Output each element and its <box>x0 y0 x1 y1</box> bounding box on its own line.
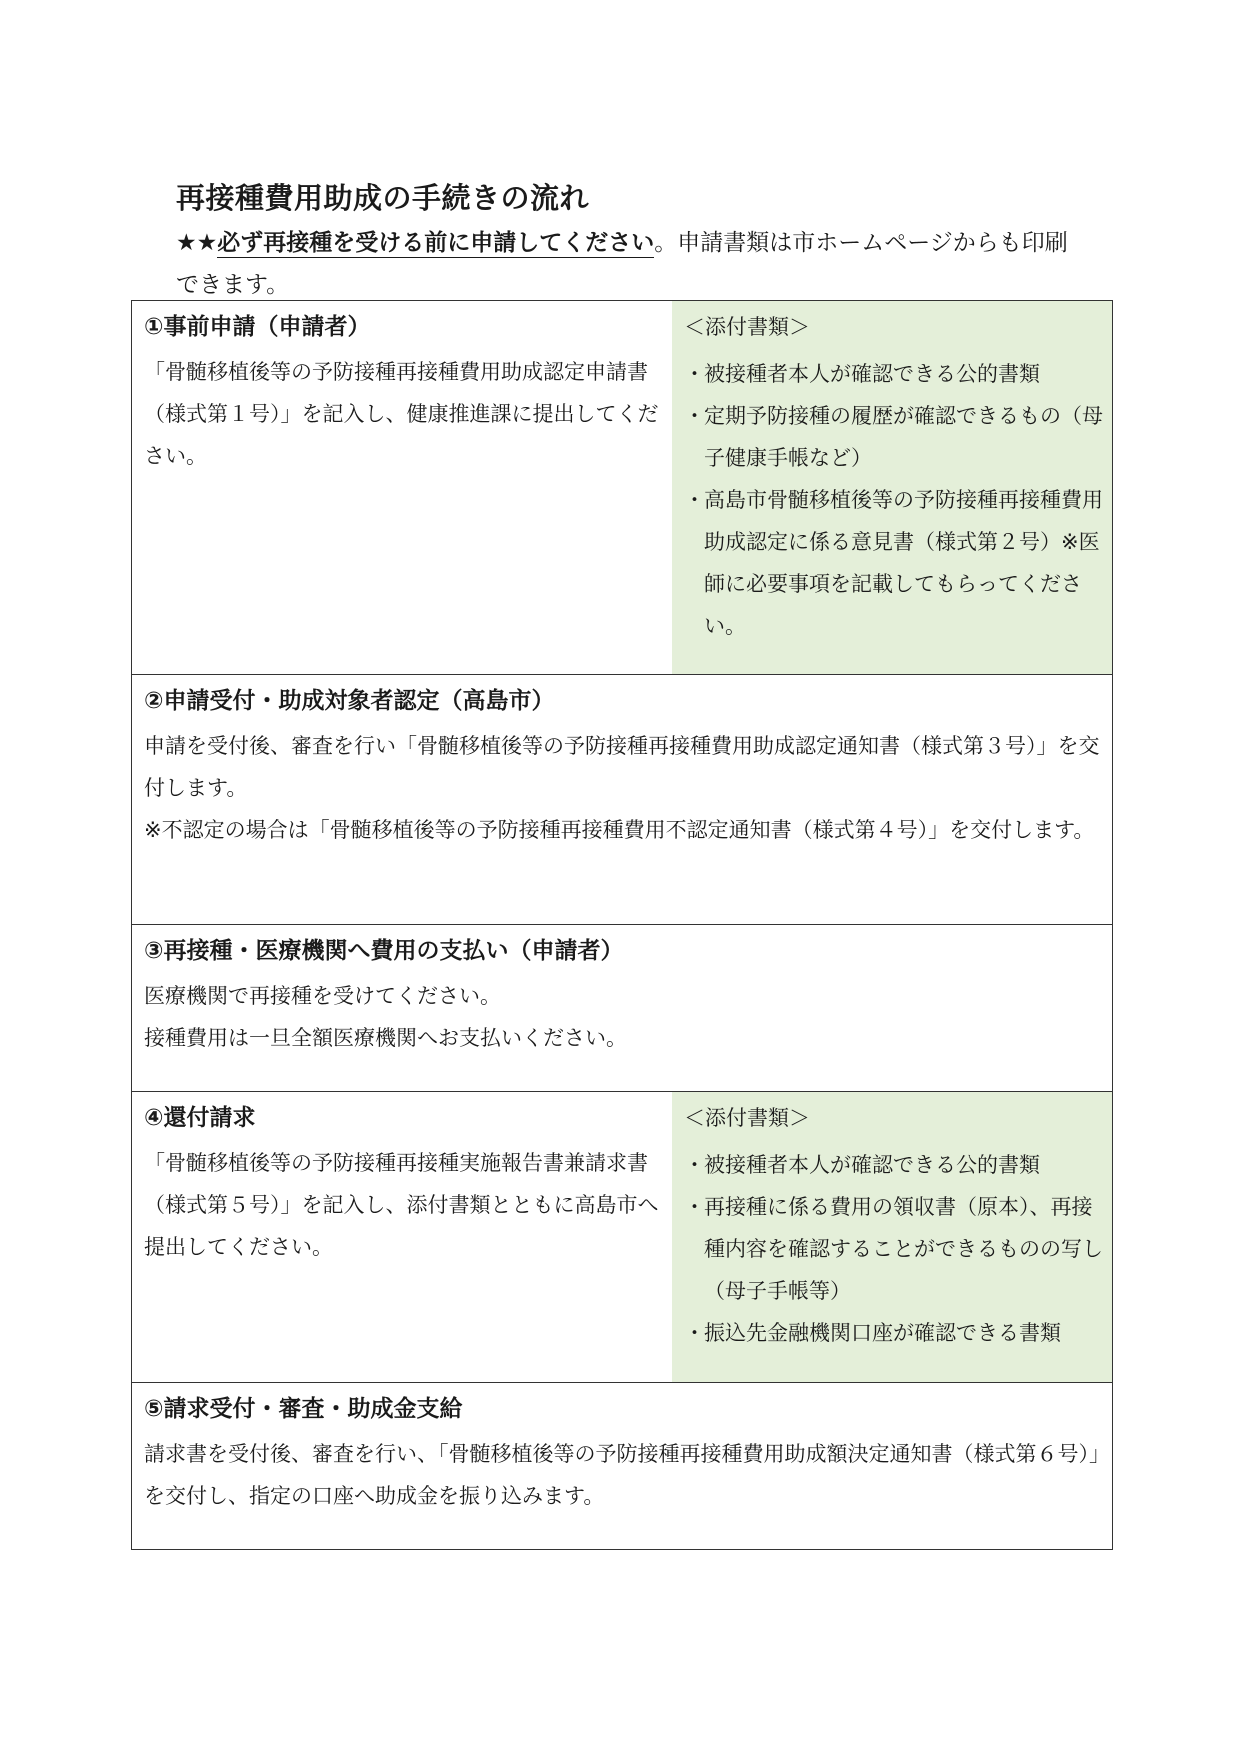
step-2-acceptance <box>132 675 1112 925</box>
step-4-body: 「骨髄移植後等の予防接種再接種実施報告書兼請求書（様式第５号）」を記入し、添付書類とともに高島市へ提出してください。 <box>144 1151 659 1259</box>
notice <box>176 222 1076 306</box>
list-item: ・ 高島市骨髄移植後等の予防接種再接種費用助成認定に係る意見書（様式第２号）※医師に必要事項を記載してもらってください。 <box>684 479 1108 647</box>
list-item: ・ 被接種者本人が確認できる公的書類 <box>684 353 1108 395</box>
page-title: 再接種費用助成の手続きの流れ <box>176 181 590 215</box>
step-4-main <box>132 1092 672 1382</box>
notice-rest: 。申請書類は市ホームページからも印刷できます。 <box>176 230 1068 298</box>
step-5-line-1: 請求書を受付後、審査を行い、「骨髄移植後等の予防接種再接種費用助成額決定通知書（様式第６号）」を交付し、指定の口座へ助成金を振り込みます。 <box>144 1442 1100 1508</box>
step-4-reimbursement-claim <box>132 1092 1112 1383</box>
step-5-heading: ⑤請求受付・審査・助成金支給 <box>144 1396 463 1422</box>
step-3-revaccination <box>132 925 1112 1092</box>
step-1-attachments <box>672 301 1112 674</box>
step-4-attachments <box>672 1092 1112 1382</box>
step-2-heading: ②申請受付・助成対象者認定（高島市） <box>144 688 555 714</box>
step-4-attachments-title: ＜添付書類＞ <box>684 1106 810 1130</box>
step-1-main <box>132 301 672 674</box>
step-5-payment <box>132 1383 1112 1549</box>
list-item: ・ 被接種者本人が確認できる公的書類 <box>684 1144 1108 1186</box>
step-1-body: 「骨髄移植後等の予防接種再接種費用助成認定申請書（様式第１号）」を記入し、健康推進課に提出してください。 <box>144 360 659 468</box>
list-item: ・ 定期予防接種の履歴が確認できるもの（母子健康手帳など） <box>684 395 1108 479</box>
list-item: ・ 再接種に係る費用の領収書（原本）、再接種内容を確認することができるものの写し（母子手帳等） <box>684 1186 1108 1312</box>
step-5-main <box>132 1383 1112 1549</box>
procedure-flow-table <box>131 300 1113 1550</box>
notice-stars: ★★ <box>176 230 218 256</box>
step-3-main <box>132 925 1112 1091</box>
step-2-line-2: ※不認定の場合は「骨髄移植後等の予防接種再接種費用不認定通知書（様式第４号）」を交付します。 <box>144 818 1095 842</box>
step-3-line-1: 医療機関で再接種を受けてください。 <box>144 984 501 1008</box>
step-3-line-2: 接種費用は一旦全額医療機関へお支払いください。 <box>144 1026 627 1050</box>
step-4-attachment-list <box>684 1144 1108 1354</box>
step-1-pre-application <box>132 301 1112 675</box>
list-item: ・ 振込先金融機関口座が確認できる書類 <box>684 1312 1108 1354</box>
step-2-main <box>132 675 1112 924</box>
step-1-attachment-list <box>684 353 1108 647</box>
notice-emphasis: 必ず再接種を受ける前に申請してください <box>217 230 655 256</box>
step-4-heading: ④還付請求 <box>144 1105 256 1131</box>
step-3-heading: ③再接種・医療機関へ費用の支払い（申請者） <box>144 938 624 964</box>
step-1-attachments-title: ＜添付書類＞ <box>684 315 810 339</box>
step-1-heading: ①事前申請（申請者） <box>144 314 371 340</box>
step-2-line-1: 申請を受付後、審査を行い「骨髄移植後等の予防接種再接種費用助成認定通知書（様式第３号）」を交付します。 <box>144 734 1100 800</box>
